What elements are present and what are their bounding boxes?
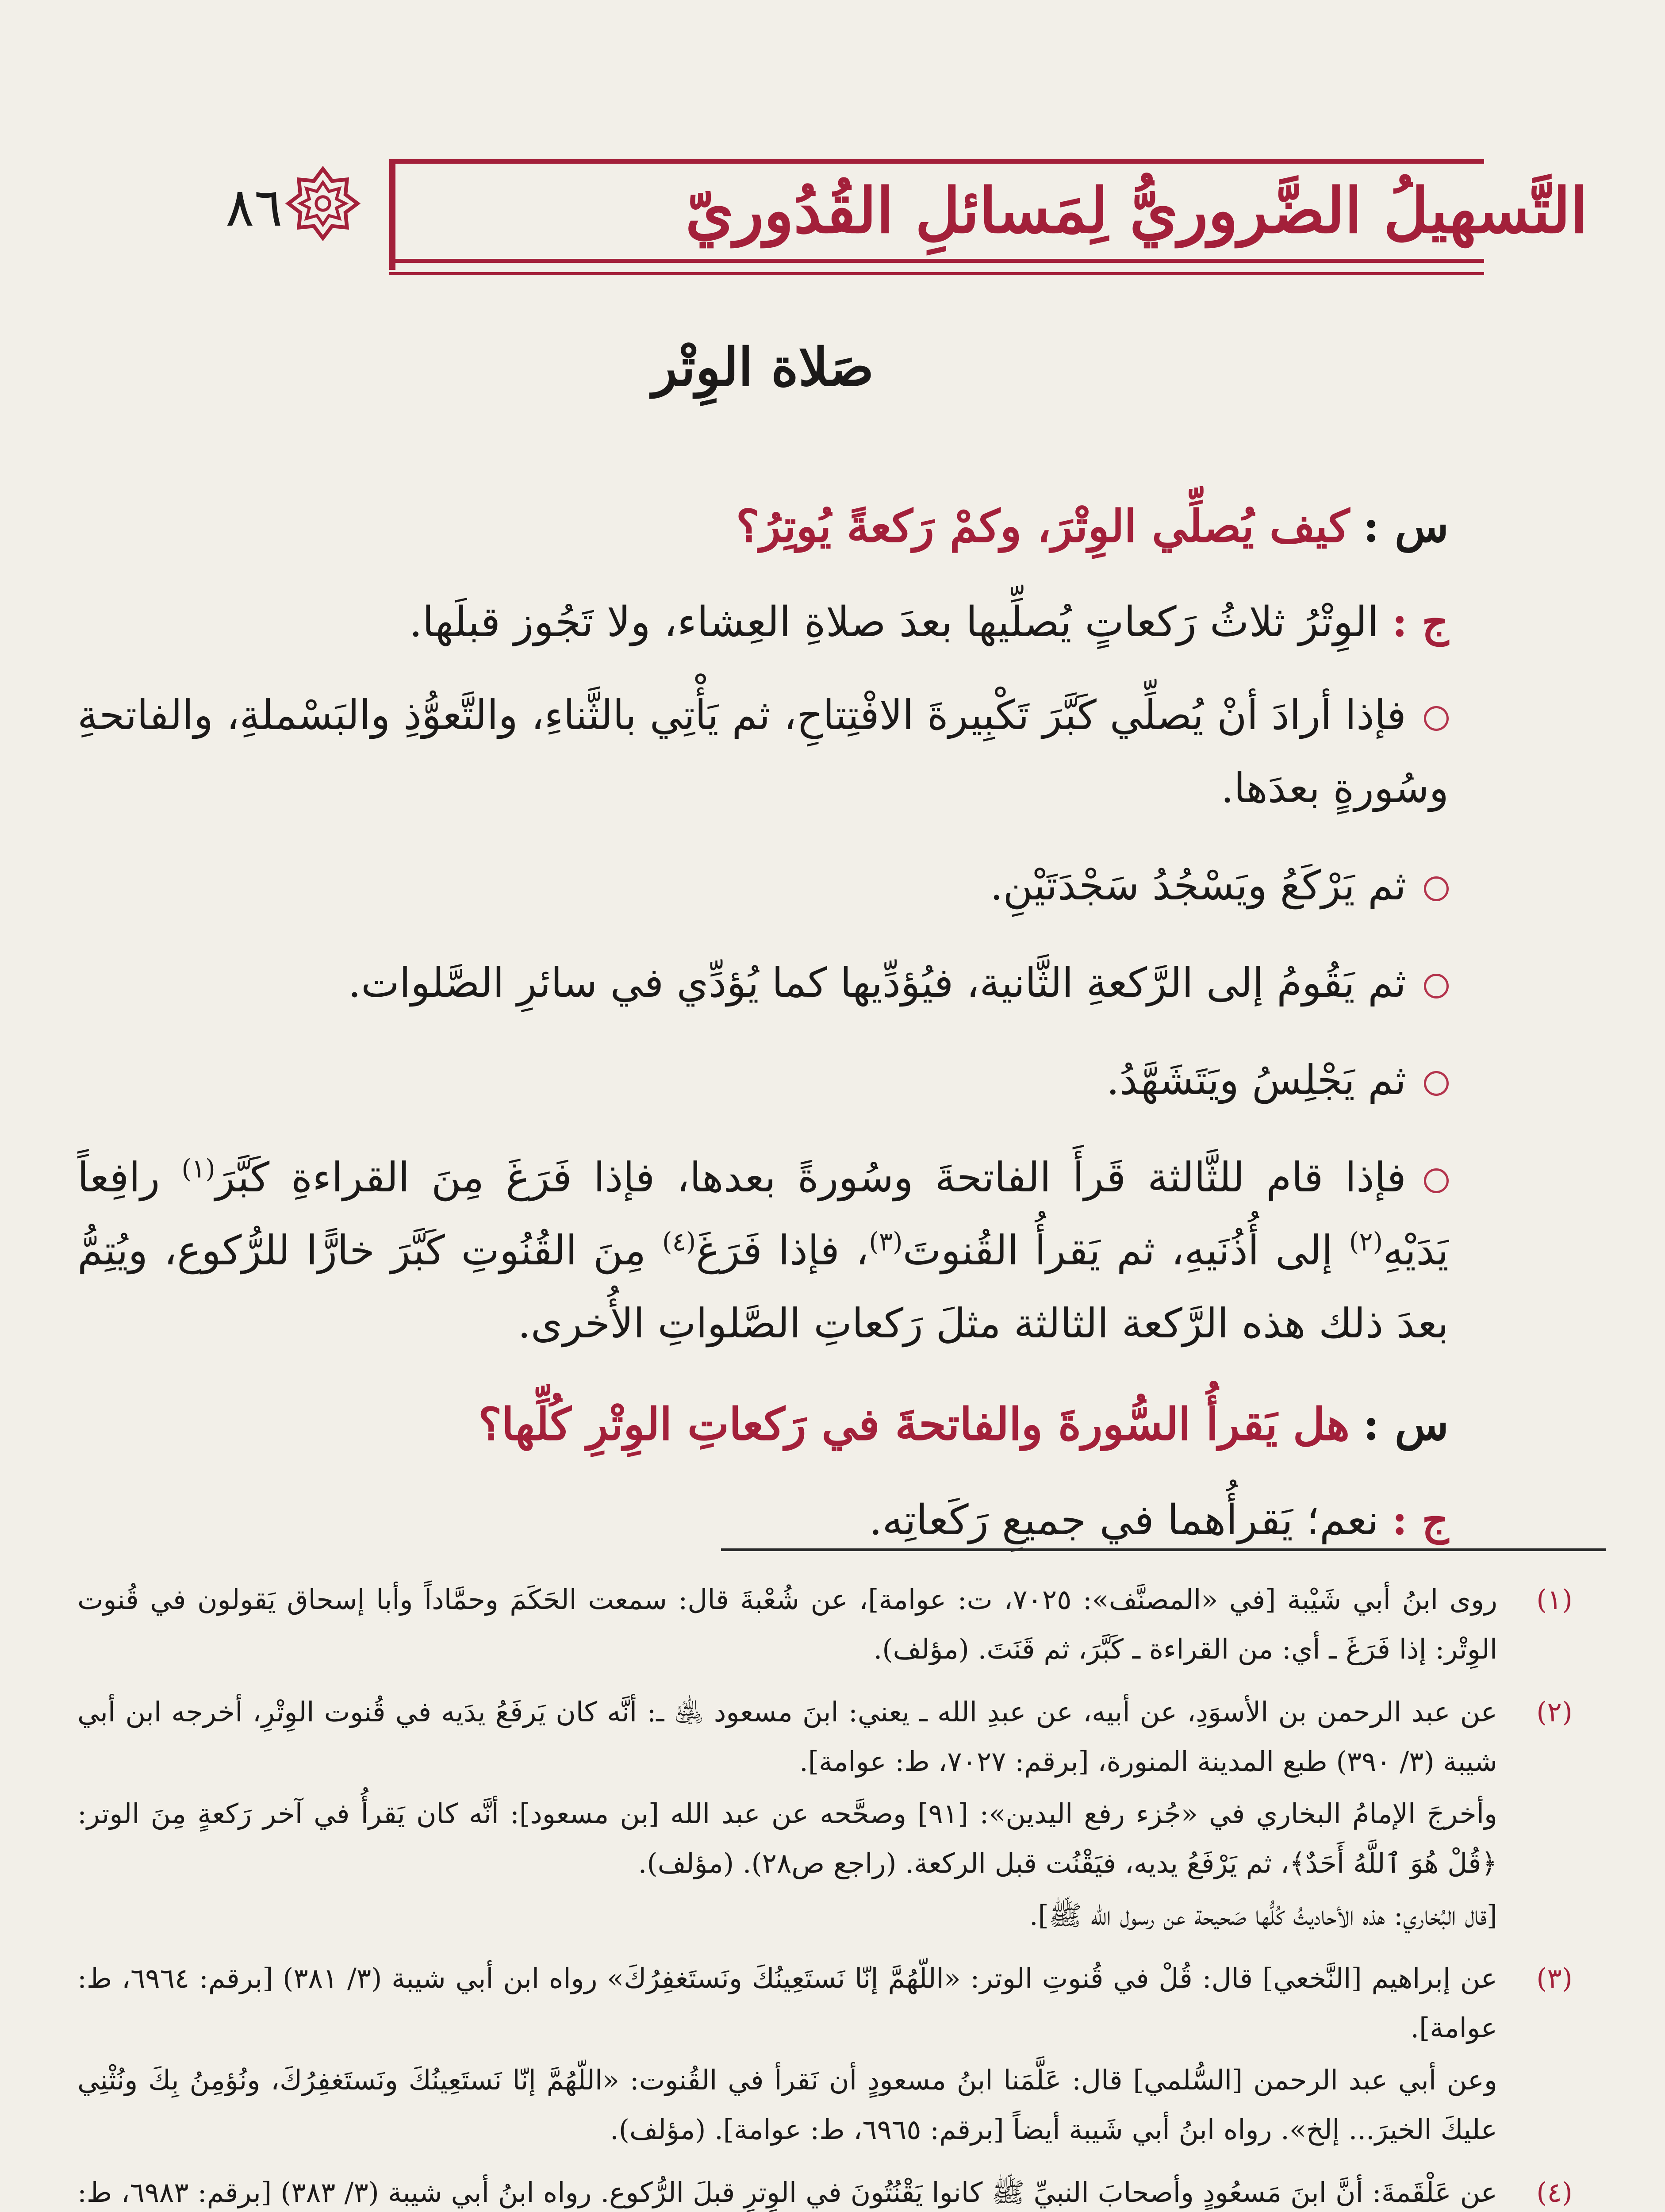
step-text: فإذا أرادَ أنْ يُصلِّي كَبَّرَ تَكْبِيرةَ الافْتِتاحِ، ثم يَأْتِي بالثَّناءِ، والتَّعوُّذِ والبَسْملةِ، والفاتحةِ وسُورةٍ بعدَها. <box>77 691 1449 812</box>
footnote-text: عن عَلْقَمةَ: أنَّ ابنَ مَسعُودٍ وأصحابَ النبيِّ ﷺ كانوا يَقْنُتُونَ في الوِترِ قبلَ الرُّكوع. رواه ابنُ أبي شيبة (٣/ ٣٨٣) [برقم: ٦٩٨٣، ط: <box>77 2176 1497 2208</box>
step-text: ثم يَجْلِسُ ويَتَشَهَّدُ. <box>1106 1056 1406 1104</box>
footnote-text: عن إبراهيم [النَّخعي] قال: قُلْ في قُنوتِ الوتر: «اللّهُمَّ إنّا نَستَعِينُكَ ونَستَغفِرُكَ» رواه ابن أبي شيبة (٣/ ٣٨١) [برقم: ٦٩٦٤، ط: عوامة]. <box>77 1962 1497 2044</box>
answer-marker: ج : <box>1392 1496 1449 1544</box>
answer-2 <box>77 1482 1449 1559</box>
header-top-rule <box>389 159 1484 164</box>
circle-bullet-icon <box>1424 974 1449 998</box>
question-text: كيف يُصلِّي الوِتْرَ، وكمْ رَكعةً يُوتِرُ؟ <box>736 500 1350 552</box>
step-text: ثم يَقُومُ إلى الرَّكعةِ الثَّانية، فيُؤدِّيها كما يُؤدِّي في سائرِ الصَّلوات. <box>348 959 1406 1006</box>
question-text: هل يَقرأُ السُّورةَ والفاتحةَ في رَكعاتِ الوِتْرِ كُلِّها؟ <box>478 1398 1350 1450</box>
answer-text: نعم؛ يَقرأُهما في جميعِ رَكَعاتِه. <box>869 1496 1379 1544</box>
question-marker: س : <box>1363 1398 1449 1450</box>
step-item <box>77 849 1449 922</box>
circle-bullet-icon <box>1424 706 1449 731</box>
step-text: رافِعاً يَدَيْهِ <box>77 1154 1449 1274</box>
footnote-3 <box>77 1954 1573 2157</box>
step-text: مِنَ القُنُوتِ كَبَّرَ خارًّا للرُّكوع، ويُتِمُّ بعدَ ذلك هذه الرَّكعة الثالثة مثلَ رَكعاتِ الصَّلواتِ الأُخرى. <box>77 1227 1449 1347</box>
footnote-text: وأخرجَ الإمامُ البخاري في «جُزء رفع اليدين»: [٩١] وصحَّحه عن عبد الله [بن مسعود]: أنَّه كان يَقرأُ في آخر رَكعةٍ مِنَ الوتر: ﴿قُلْ هُوَ ٱللَّهُ أَحَدٌ﴾، ثم يَرْفَعُ يديه، فيَقْنُت قبل الركعة. (راجع ص٢٨). (مؤلف). <box>77 1797 1497 1879</box>
footnote-ref-2[interactable]: (٢) <box>1349 1226 1383 1257</box>
page-number: ٨٦ <box>226 177 283 238</box>
footnote-ref-4[interactable]: (٤) <box>662 1226 696 1257</box>
book-title: التَّسهيلُ الضَّروريُّ لِمَسائلِ القُدُوريّ <box>685 175 1588 247</box>
footnote-number: (١) <box>1536 1583 1573 1616</box>
step-item <box>77 946 1449 1019</box>
main-content <box>77 336 1449 1577</box>
footnote-text: روى ابنُ أبي شَيْبة [في «المصنَّف»: ٧٠٢٥، ت: عوامة]، عن شُعْبةَ قال: سمعت الحَكَمَ وحمَّاداً وأبا إسحاق يَقولون في قُنوت الوِتْر: إذا فَرَغَ ـ أي: من القراءة ـ كَبَّرَ، ثم قَنَتَ. (مؤلف). <box>77 1583 1497 1665</box>
footnote-2 <box>77 1687 1573 1943</box>
circle-bullet-icon <box>1424 1168 1449 1193</box>
circle-bullet-icon <box>1424 1071 1449 1096</box>
answer-marker: ج : <box>1392 598 1449 646</box>
step-text: ثم يَرْكَعُ ويَسْجُدُ سَجْدَتَيْنِ. <box>990 862 1406 909</box>
step-item <box>77 679 1449 825</box>
question-1 <box>77 486 1449 566</box>
header-bottom-rule <box>389 259 1484 263</box>
footnote-text: عن عبد الرحمن بن الأسوَدِ، عن أبيه، عن عبدِ الله ـ يعني: ابنَ مسعود ﵁ ـ: أنَّه كان يَرفَعُ يدَيه في قُنوت الوِتْرِ، أخرجه ابن أبي شيبة (٣/ ٣٩٠) طبع المدينة المنورة، [برقم: ٧٠٢٧، ط: عوامة]. <box>77 1696 1497 1778</box>
chapter-title: صَلاة الوِتْر <box>652 336 874 398</box>
footnotes <box>77 1575 1573 2212</box>
answer-1 <box>77 584 1449 661</box>
footnote-text: [قال البُخاري: هذه الأحاديثُ كُلُّها صَحيحة عن رسول الله ﷺ]. <box>1029 1899 1497 1932</box>
footnote-number: (٤) <box>1536 2176 1573 2208</box>
footnote-4 <box>77 2168 1573 2212</box>
octagonal-star-ornament-icon <box>285 166 361 241</box>
step-item <box>77 1044 1449 1117</box>
header-vertical-rule <box>389 159 395 270</box>
question-2 <box>77 1384 1449 1464</box>
footnote-divider <box>721 1548 1606 1551</box>
answer-text: الوِتْرُ ثلاثُ رَكعاتٍ يُصلِّيها بعدَ صلاةِ العِشاء، ولا تَجُوز قبلَها. <box>409 598 1379 646</box>
footnote-1 <box>77 1575 1573 1677</box>
step-text: ، فإذا فَرَغَ <box>696 1227 869 1274</box>
step-item-with-footnotes <box>77 1141 1449 1360</box>
question-marker: س : <box>1363 500 1449 552</box>
footnote-ref-1[interactable]: (١) <box>181 1153 215 1184</box>
header-bottom-rule-thin <box>389 272 1484 275</box>
footnote-number: (٣) <box>1536 1962 1573 1994</box>
step-text: إلى أُذُنَيهِ، ثم يَقرأُ القُنوتَ <box>902 1227 1333 1274</box>
footnote-ref-3[interactable]: (٣) <box>869 1226 903 1257</box>
footnote-text: وعن أبي عبد الرحمن [السُّلمي] قال: عَلَّمَنا ابنُ مسعودٍ أن نَقرأ في القُنوت: «اللّهُمَّ إنّا نَستَعِينُكَ ونَستَغفِرُكَ، ونُؤمِنُ بِكَ ونُثْنِي عليكَ الخيرَ... إلخ». رواه ابنُ أبي شَيبة أيضاً [برقم: ٦٩٦٥، ط: عوامة]. (مؤلف). <box>77 2064 1497 2146</box>
step-text: فإذا قام للثَّالثة قَرأَ الفاتحةَ وسُورةً بعدها، فإذا فَرَغَ مِنَ القراءةِ كَبَّرَ <box>215 1154 1406 1201</box>
circle-bullet-icon <box>1424 876 1449 901</box>
footnote-number: (٢) <box>1536 1696 1573 1728</box>
